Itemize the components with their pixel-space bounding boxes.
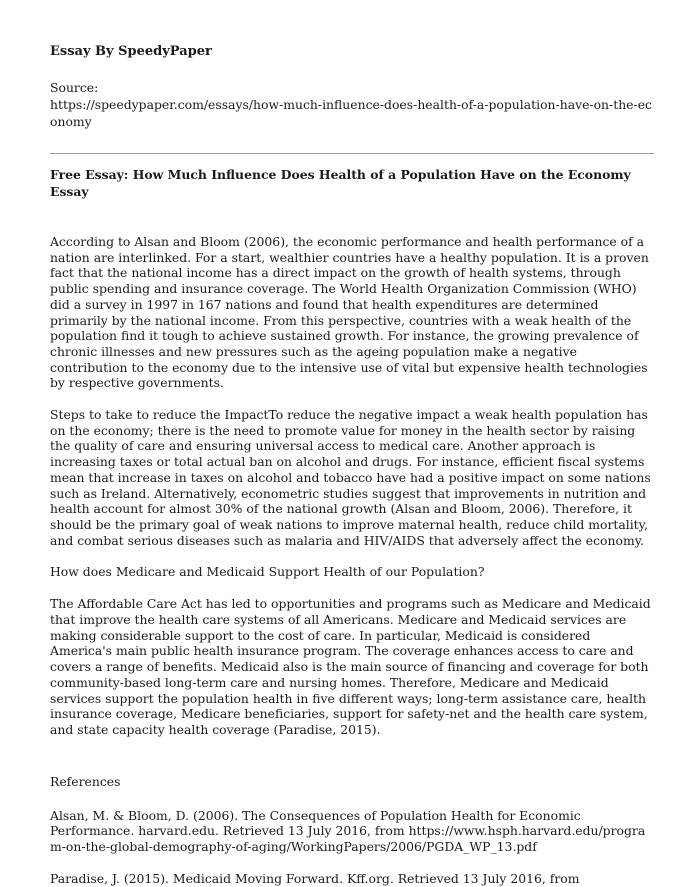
reference-text: Paradise, J. (2015). Medicaid Moving Forward. Kff.org. Retrieved 13 July 2016, from — [50, 870, 580, 886]
document-header-title: Essay By SpeedyPaper — [50, 44, 212, 59]
header-divider — [50, 153, 654, 154]
essay-paragraph: Steps to take to reduce the ImpactTo reduce the negative impact a weak health population has on the economy; there is the need to promote value for money in the health sector by raising the quality of care and ensuring universal access to medical care. Another approach is increasing taxes or total actual ban on alcohol and drugs. For instance, efficient fiscal systems mean that increase in taxes on alcohol and tobacco have had a positive impact on some nations such as Ireland. Alternatively, econometric studies suggest that improvements in nutrition and health account for almost 30% of the national growth (Alsan and Bloom, 2006). Therefore, it should be the primary goal of weak nations to improve maternal health, reduce child mortality, and combat serious diseases such as malaria and HIV/AIDS that adversely affect the economy. — [50, 407, 651, 548]
reference-entry — [50, 871, 654, 887]
source-label: Source: — [50, 80, 99, 95]
essay-paragraph: The Affordable Care Act has led to opportunities and programs such as Medicare and Medicaid that improve the health care systems of all Americans. Medicare and Medicaid services are making considerable support to the cost of care. In particular, Medicaid is considered America's main public health insurance program. The coverage enhances access to care and covers a range of benefits. Medicaid also is the main source of financing and coverage for both community-based long-term care and nursing homes. Therefore, Medicare and Medicaid services support the population health in five different ways; long-term assistance care, health insurance coverage, Medicare beneficiaries, support for safety-net and the health care system, and state capacity health coverage (Paradise, 2015). — [50, 596, 651, 737]
section-subheading: How does Medicare and Medicaid Support Health of our Population? — [50, 564, 485, 580]
reference-entry — [50, 808, 654, 855]
essay-paragraph: According to Alsan and Bloom (2006), the economic performance and health performance of a nation are interlinked. For a start, wealthier countries have a healthy population. It is a proven fact that the national income has a direct impact on the growth of health systems, through public spending and insurance coverage. The World Health Organization Commission (WHO) did a survey in 1997 in 167 nations and found that health expenditures are determined primarily by the national income. From this perspective, countries with a weak health of the population find it tough to achieve sustained growth. For instance, the growing prevalence of chronic illnesses and new pressures such as the ageing population make a negative contribution to the economy due to the intensive use of vital but expensive health technologies by respective governments. — [50, 234, 649, 391]
essay-title: Free Essay: How Much Influence Does Health of a Population Have on the Economy Essay — [50, 167, 631, 199]
reference-text: Alsan, M. & Bloom, D. (2006). The Consequences of Population Health for Economic Performance. harvard.edu. Retrieved 13 July 2016, from — [50, 807, 581, 839]
source-url[interactable]: https://speedypaper.com/essays/how-much-influence-does-health-of-a-population-have-on-the-economy — [50, 97, 652, 129]
reference-url[interactable]: https://www.hsph.harvard.edu/program-on-the-global-demography-of-aging/WorkingPapers/2006/PGDA_WP_13.pdf — [50, 823, 646, 855]
references-heading: References — [50, 773, 121, 789]
